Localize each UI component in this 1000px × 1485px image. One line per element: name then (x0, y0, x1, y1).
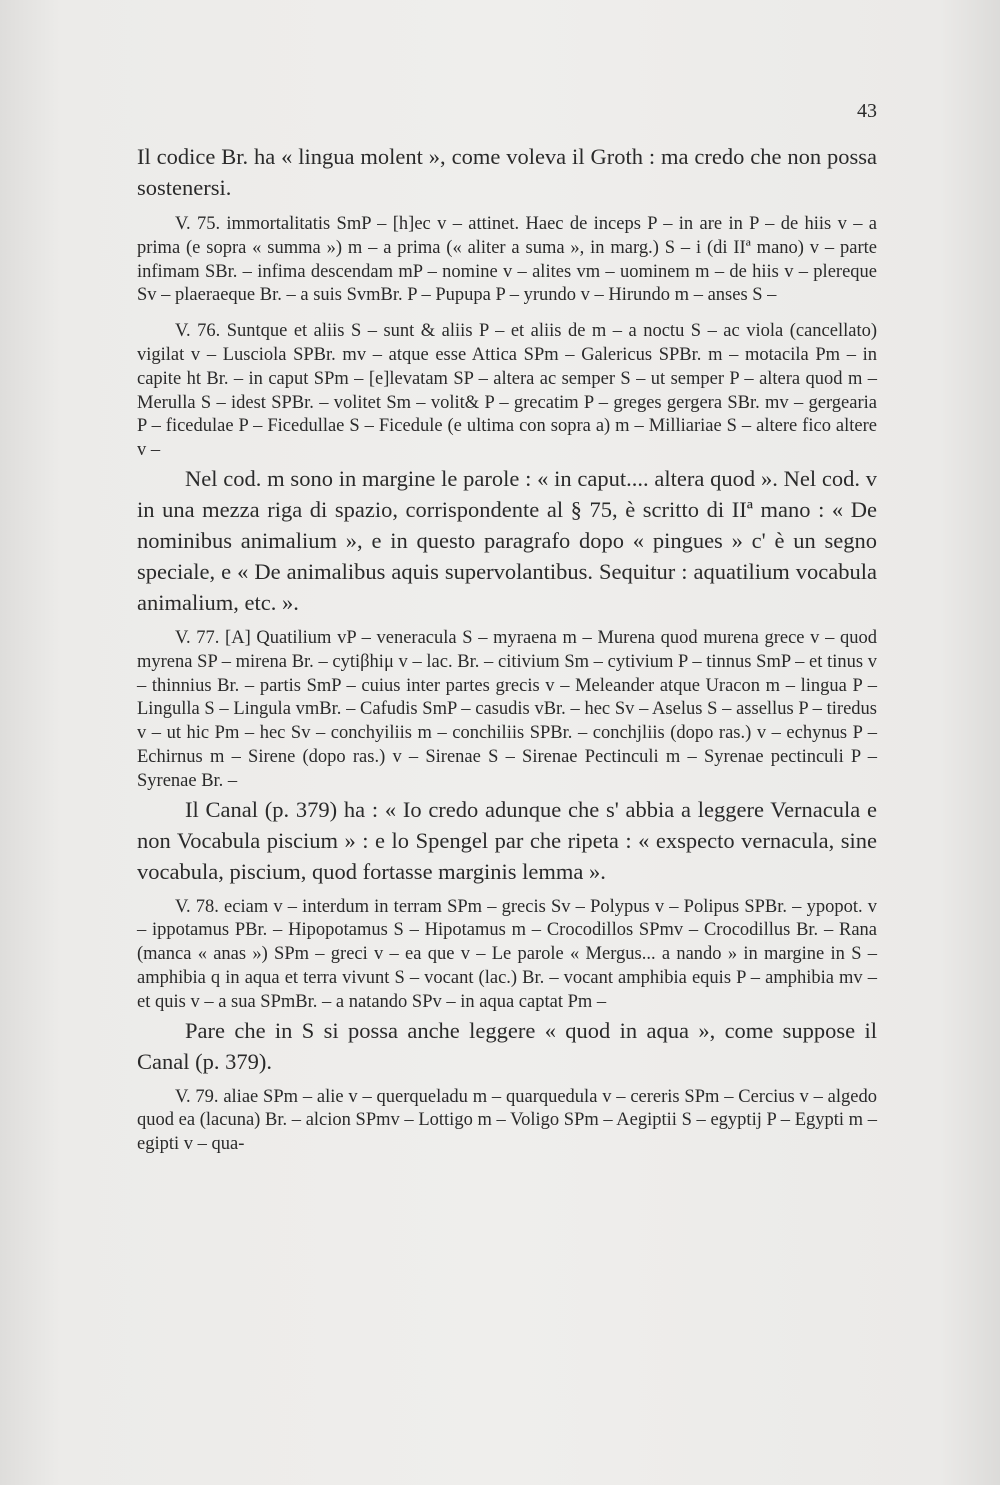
apparatus-text: eciam v – interdum in terram SPm – grecis Sv – Polypus v – Polipus SPBr. – ypopot. v – ippotamus PBr. – Hipopotamus S – Hipotamus m – Crocodillos SPmv – Crocodillus Br. – Rana (manca « anas ») SPm – greci v – ea que v – Le parole « Mergus... a nando » in margine in S – amphibia q in aqua et terra vivunt S – vocant (lac.) Br. – vocant amphibia equis P – amphibia mv – et quis v – a sua SPmBr. – a natando SPv – in aqua captat Pm – (137, 896, 877, 1012)
apparatus-v78 (137, 896, 877, 1015)
text-body (137, 141, 877, 1157)
apparatus-v75 (137, 213, 877, 308)
verse-label: V. 78. (175, 896, 219, 917)
page-number: 43 (857, 100, 877, 122)
apparatus-v77 (137, 627, 877, 794)
note-paragraph-4: Pare che in S si possa anche leggere « quod in aqua », come suppose il Canal (p. 379). (137, 1017, 877, 1074)
apparatus-v79 (137, 1086, 877, 1157)
verse-label: V. 75. (175, 214, 221, 234)
verse-label: V. 76. (175, 321, 221, 342)
apparatus-text: [A] Quatilium vP – veneracula S – myraena m – Murena quod murena grece v – quod myrena SP – mirena Br. – cytiβhiμ v – lac. Br. – citivium Sm – cytivium P – tinnus SmP – et tinus v – thinnius Br. – partis SmP – cuius inter partes grecis v – Meleander atque Uracon m – lingua P – Lingulla S – Lingula vmBr. – Cafudis SmP – casudis vBr. – hec Sv – Aselus S – assellus P – tiredus v – ut hic Pm – hec Sv – conchyiliis m – conchiliis SPBr. – conchjliis (dopo ras.) v – echynus P – Echirnus m – Sirene (dopo ras.) v – Sirenae S – Sirenae Pectinculi m – Syrenae pectinculi P – Syrenae Br. – (137, 627, 877, 791)
apparatus-v76 (137, 320, 877, 463)
note-paragraph-1: Il codice Br. ha « lingua molent », come voleva il Groth : ma credo che non possa sostenersi. (137, 144, 877, 200)
note-paragraph-2: Nel cod. m sono in margine le parole : « in caput.... altera quod ». Nel cod. v in una mezza riga di spazio, corrispondente al § 75, è scritto di IIª mano : « De nominibus animalium », e in questo paragrafo dopo « pingues » c' è un segno speciale, e « De animalibus aquis supervolantibus. Sequitur : aquatilium vocabula animalium, etc. ». (137, 465, 877, 615)
verse-label: V. 79. (175, 1086, 219, 1107)
apparatus-text: aliae SPm – alie v – querqueladu m – quarquedula v – cereris SPm – Cercius v – algedo quod ea (lacuna) Br. – alcion SPmv – Lottigo m – Voligo SPm – Aegiptii S – egyptij P – Egypti m – egipti v – qua- (137, 1086, 877, 1155)
verse-label: V. 77. (175, 627, 220, 648)
note-paragraph-3: Il Canal (p. 379) ha : « Io credo adunque che s' abbia a leggere Vernacula e non Vocabula piscium » : e lo Spengel par che ripeta : « exspecto vernacula, sine vocabula, piscium, quod fortasse marginis lemma ». (137, 796, 877, 884)
apparatus-text: Suntque et aliis S – sunt & aliis P – et aliis de m – a noctu S – ac viola (cancellato) vigilat v – Lusciola SPBr. mv – atque esse Attica SPm – Galericus SPBr. m – motacila Pm – in capite ht Br. – in caput SPm – [e]levatam SP – altera ac semper S – ut semper P – altera quod m – Merulla S – idest SPBr. – volitet Sm – volit& P – grecatim P – greges gergera SBr. mv – gergearia P – ficedulae P – Ficedullae S – Ficedule (e ultima con sopra a) m – Milliariae S – altere fico altere v – (137, 321, 877, 461)
apparatus-text: immortalitatis SmP – [h]ec v – attinet. Haec de inceps P – in are in P – de hiis v – a prima (e sopra « summa ») m – a prima (« aliter a suma », in marg.) S – i (di IIª mano) v – parte infimam SBr. – infima descendam mP – nomine v – alites vm – uominem m – de hiis v – plereque Sv – plaeraeque Br. – a suis SvmBr. P – Pupupa P – yrundo v – Hirundo m – anses S – (137, 214, 877, 306)
